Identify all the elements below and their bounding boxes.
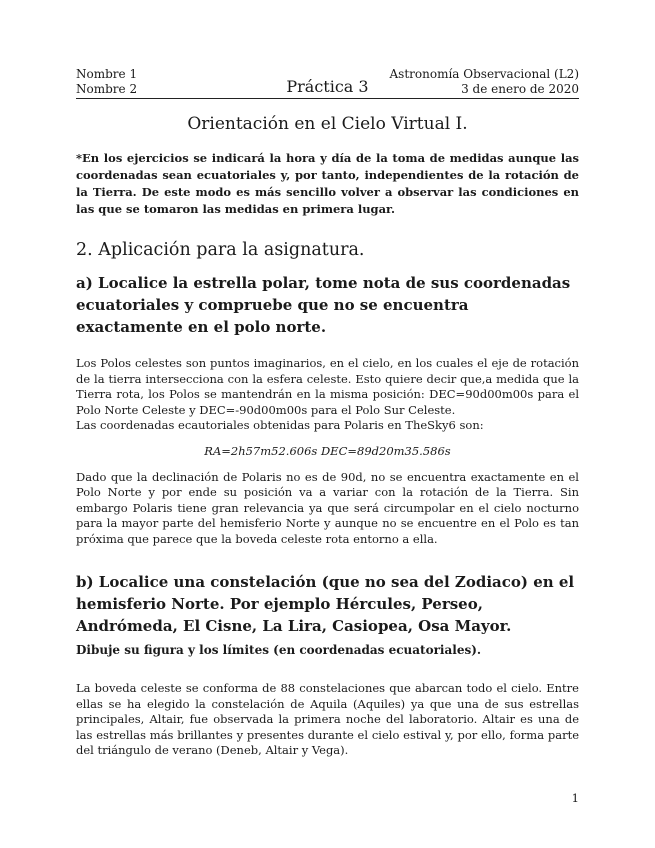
paragraph-polaris-declination: Dado que la declinación de Polaris no es de 90d, no se encuentra exactamente en el Polo Norte y por ende su posición va a variar con la rotación de la Tierra. Sin embargo Polaris tiene gran relevancia ya que será circumpolar en el cielo nocturno para la mayor parte del hemisferio Norte y aunque no se encuentre en el Polo es tan próxima que parece que la boveda celeste rota entorno a ella. bbox=[76, 469, 579, 546]
document-title: Orientación en el Cielo Virtual I. bbox=[187, 114, 468, 134]
header-divider bbox=[76, 98, 579, 99]
paragraph-constellations: La boveda celeste se conforma de 88 constelaciones que abarcan todo el cielo. Entre ellas se ha elegido la constelación de Aquila (Aquiles) ya que una de sus estrellas principales, Altair, fue observada la primera noche del laboratorio. Altair es una de las estrellas más brillantes y presentes durante el cielo estival y, por ello, forma parte del triángulo de verano (Deneb, Altair y Vega). bbox=[76, 681, 579, 757]
section-2-heading: 2. Aplicación para la asignatura. bbox=[76, 240, 365, 260]
paragraph-polaris-coordinates-intro: Las coordenadas ecautoriales obtenidas para Polaris en TheSky6 son: bbox=[76, 418, 484, 432]
preliminary-note: *En los ejercicios se indicará la hora y día de la toma de medidas aunque las coordenadas sean ecuatoriales y, por tanto, independientes de la rotación de la Tierra. De este modo es más sencillo volver a observar las condiciones en las que se tomaron las medidas en primera lugar. bbox=[76, 151, 579, 216]
document-date: 3 de enero de 2020 bbox=[461, 82, 579, 96]
subsection-a-heading: a) Localice la estrella polar, tome nota de sus coordenadas ecuatoriales y compruebe que no se encuentra exactamente en el polo norte. bbox=[76, 274, 571, 336]
course-name: Astronomía Observacional (L2) bbox=[389, 67, 579, 81]
paragraph-celestial-poles: Los Polos celestes son puntos imaginarios, en el cielo, en los cuales el eje de rotación de la tierra intersecciona con la esfera celeste. Esto quiere decir que,a medida que la Tierra rota, los Polos se mantendrán en la misma posición: DEC=90d00m00s para el Polo Norte Celeste y DEC=-90d00m00s para el Polo Sur Celeste. bbox=[76, 356, 579, 417]
subsection-b-heading: b) Localice una constelación (que no sea del Zodiaco) en el hemisferio Norte. Por ejemplo Hércules, Perseo, Andrómeda, El Cisne, La Lira, Casiopea, Osa Mayor. bbox=[76, 573, 575, 635]
author-name-2: Nombre 2 bbox=[76, 82, 138, 96]
polaris-coordinates-equation: RA=2h57m52.606s DEC=89d20m35.586s bbox=[204, 443, 451, 458]
header-course-info bbox=[390, 67, 579, 97]
document-body bbox=[76, 114, 579, 759]
subsection-b-instruction: Dibuje su figura y los límites (en coordenadas ecuatoriales). bbox=[76, 643, 482, 657]
author-name-1: Nombre 1 bbox=[76, 67, 138, 81]
practice-title: Práctica 3 bbox=[286, 77, 369, 96]
page-number: 1 bbox=[571, 791, 579, 805]
